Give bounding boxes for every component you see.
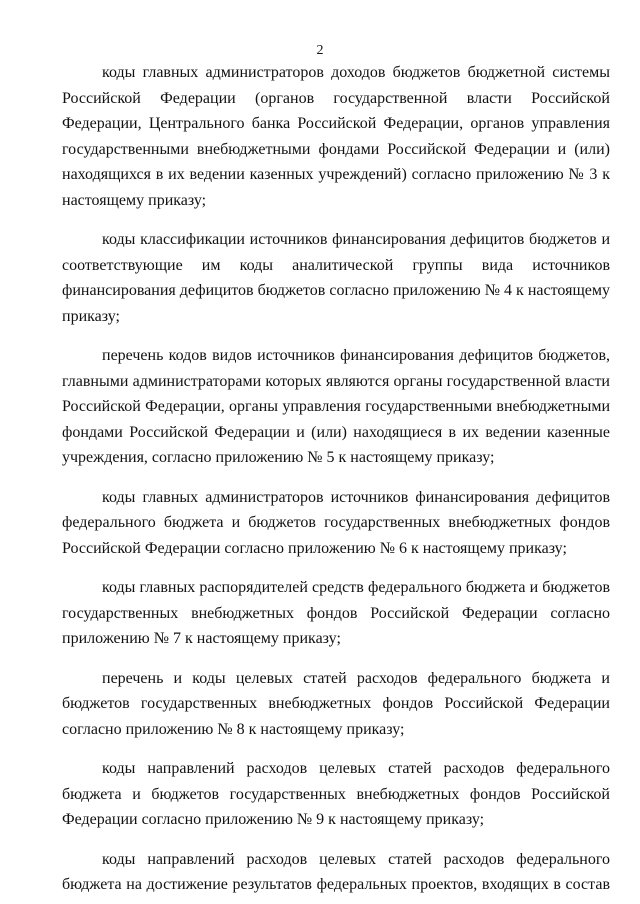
paragraph-6: перечень и коды целевых статей расходов федерального бюджета и бюджетов государственных внебюджетных фондов Российской Федерации согласно приложению № 8 к настоящему приказу; [62,669,610,738]
paragraph-5: коды главных распорядителей средств федерального бюджета и бюджетов государственных внебюджетных фондов Российской Федерации согласно приложению № 7 к настоящему приказу; [62,579,610,647]
document-body [62,60,610,898]
paragraph-2: коды классификации источников финансирования дефицитов бюджетов и соответствующие им коды аналитической группы вида источников финансирования дефицитов бюджетов согласно приложению № 4 к настоящему приказу; [62,231,610,325]
paragraph-3: перечень кодов видов источников финансирования дефицитов бюджетов, главными администраторами которых являются органы государственной власти Российской Федерации, органы управления государственными внебюджетными фондами Российской Федерации и (или) находящиеся в их ведении казенные учреждения, согласно приложению № 5 к настоящему приказу; [62,347,610,466]
paragraph-1: коды главных администраторов доходов бюджетов бюджетной системы Российской Федерации (органов государственной власти Российской Федерации, Центрального банка Российской Федерации, органов управления государственными внебюджетными фондами Российской Федерации и (или) находящихся в их ведении казенных учреждений) согласно приложению № 3 к настоящему приказу; [62,64,610,209]
paragraph-8: коды направлений расходов целевых статей расходов федерального бюджета на достижение результатов федеральных проектов, входящих в состав [62,850,610,893]
paragraph-7: коды направлений расходов целевых статей расходов федерального бюджета и бюджетов государственных внебюджетных фондов Российской Федерации согласно приложению № 9 к настоящему приказу; [62,760,610,828]
page-number: 2 [316,43,324,58]
paragraph-4: коды главных администраторов источников финансирования дефицитов федерального бюджета и бюджетов государственных внебюджетных фондов Российской Федерации согласно приложению № 6 к настоящему приказу; [62,488,610,557]
